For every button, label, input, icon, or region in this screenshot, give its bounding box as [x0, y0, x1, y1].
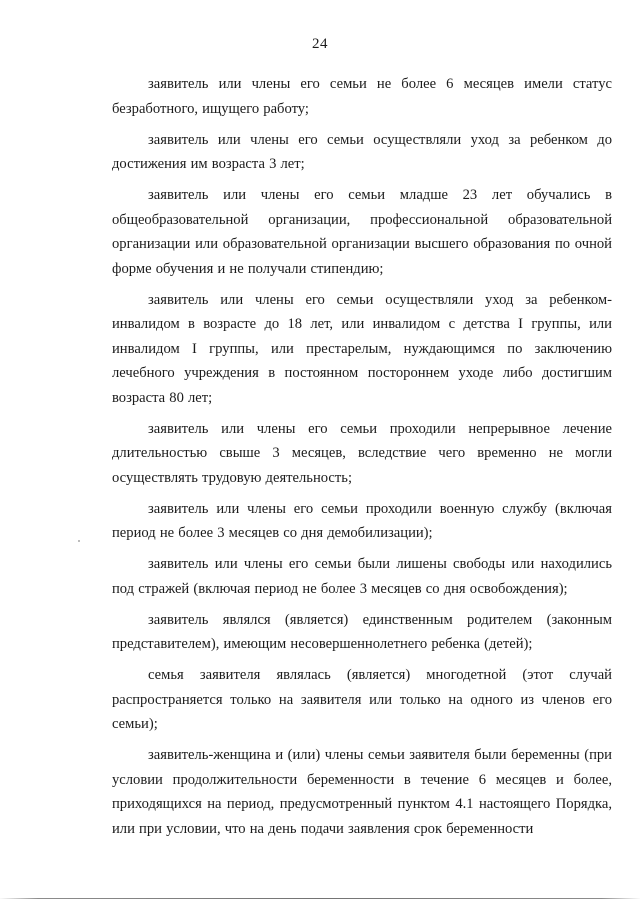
paragraph-military-service: заявитель или члены его семьи проходили военную службу (включая период не более 3 месяцев со дня демобилизации);	[112, 500, 612, 541]
scan-edge-line	[0, 898, 640, 899]
scan-speck	[78, 540, 80, 542]
paragraph-pregnancy: заявитель-женщина и (или) члены семьи заявителя были беременны (при условии продолжительности беременности в течение 6 месяцев и более, приходящихся на период, предусмотренный пунктом 4.1 настоящего Порядка, или при условии, что на день подачи заявления срок беременности	[112, 747, 612, 837]
paragraph-single-parent: заявитель являлся (является) единственным родителем (законным представителем), имеющим несовершеннолетнего ребенка (детей);	[112, 611, 612, 652]
body-text	[112, 72, 612, 848]
paragraph-students: заявитель или члены его семьи младше 23 лет обучались в общеобразовательной организации, профессиональной образовательной организации или образовательной организации высшего образования по очной форме обучения и не получали стипендию;	[112, 187, 612, 277]
paragraph-unemployed: заявитель или члены его семьи не более 6 месяцев имели статус безработного, ищущего работу;	[112, 76, 612, 117]
paragraph-imprisonment: заявитель или члены его семьи были лишены свободы или находились под стражей (включая период не более 3 месяцев со дня освобождения);	[112, 556, 612, 597]
page-number: 24	[312, 36, 328, 52]
paragraph-large-family: семья заявителя являлась (является) многодетной (этот случай распространяется только на заявителя или только на одного из членов его семьи);	[112, 667, 612, 732]
paragraph-medical-treatment: заявитель или члены его семьи проходили непрерывное лечение длительностью свыше 3 месяцев, вследствие чего временно не могли осуществлять трудовую деятельность;	[112, 420, 612, 486]
paragraph-childcare: заявитель или члены его семьи осуществляли уход за ребенком до достижения им возраста 3 лет;	[112, 131, 612, 172]
paragraph-disabled-care: заявитель или члены его семьи осуществляли уход за ребенком-инвалидом в возрасте до 18 лет, или инвалидом с детства I группы, или инвалидом I группы, или престарелым, нуждающимся по заключению лечебного учреждения в постоянном постороннем уходе либо достигшим возраста 80 лет;	[112, 291, 612, 406]
